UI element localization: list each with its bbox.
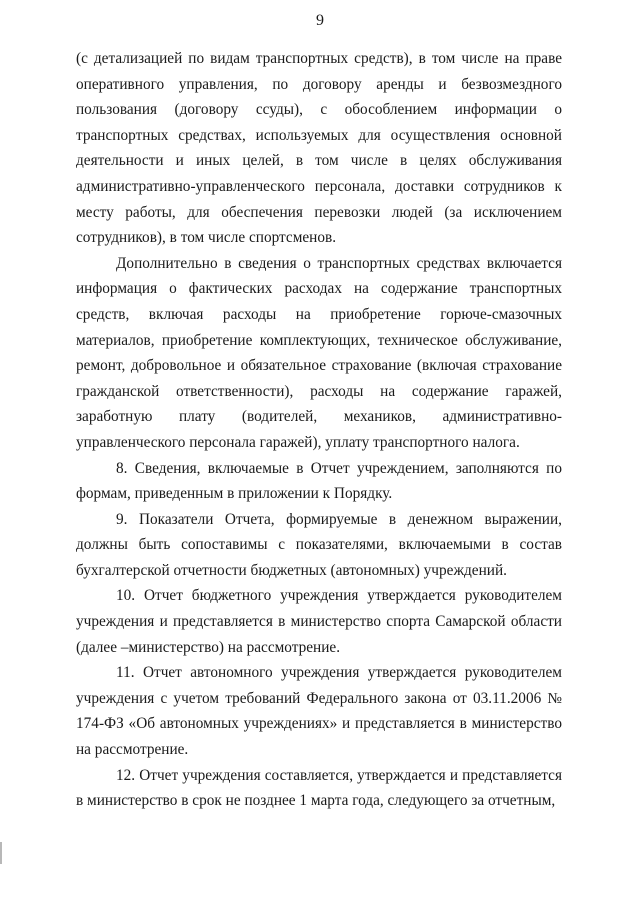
scan-edge-mark [0,842,2,864]
document-body [76,46,562,814]
paragraph-item-9: 9. Показатели Отчета, формируемые в денежном выражении, должны быть сопоставимы с показателями, включаемыми в состав бухгалтерской отчетности бюджетных (автономных) учреждений. [76,510,562,579]
paragraph-item-12: 12. Отчет учреждения составляется, утверждается и представляется в министерство в срок не позднее 1 марта года, следующего за отчетным, [76,766,562,810]
paragraph-item-8: 8. Сведения, включаемые в Отчет учреждением, заполняются по формам, приведенным в приложении к Порядку. [76,459,562,503]
paragraph-vehicle-details: (с детализацией по видам транспортных средств), в том числе на праве оперативного управления, по договору аренды и безвозмездного пользования (договору ссуды), с обособлением информации о транспортных средствах, используемых для осуществления основной деятельности и иных целей, в том числе в целях обслуживания административно-управленческого персонала, доставки сотрудников к месту работы, для обеспечения перевозки людей (за исключением сотрудников), в том числе спортсменов. [76,50,562,247]
paragraph-item-10: 10. Отчет бюджетного учреждения утверждается руководителем учреждения и представляется в министерство спорта Самарской области (далее –министерство) на рассмотрение. [76,587,562,656]
paragraph-item-11: 11. Отчет автономного учреждения утверждается руководителем учреждения с учетом требований Федерального закона от 03.11.2006 № 174-ФЗ «Об автономных учреждениях» и представляется в министерство на рассмотрение. [76,664,562,759]
paragraph-additional-info: Дополнительно в сведения о транспортных средствах включается информация о фактических расходах на содержание транспортных средств, включая расходы на приобретение горюче-смазочных материалов, приобретение комплектующих, техническое обслуживание, ремонт, добровольное и обязательное страхование (включая страхование гражданской ответственности), расходы на содержание гаражей, заработную плату (водителей, механиков, административно-управленческого персонала гаражей), уплату транспортного налога. [76,254,562,451]
page-number: 9 [316,12,324,29]
